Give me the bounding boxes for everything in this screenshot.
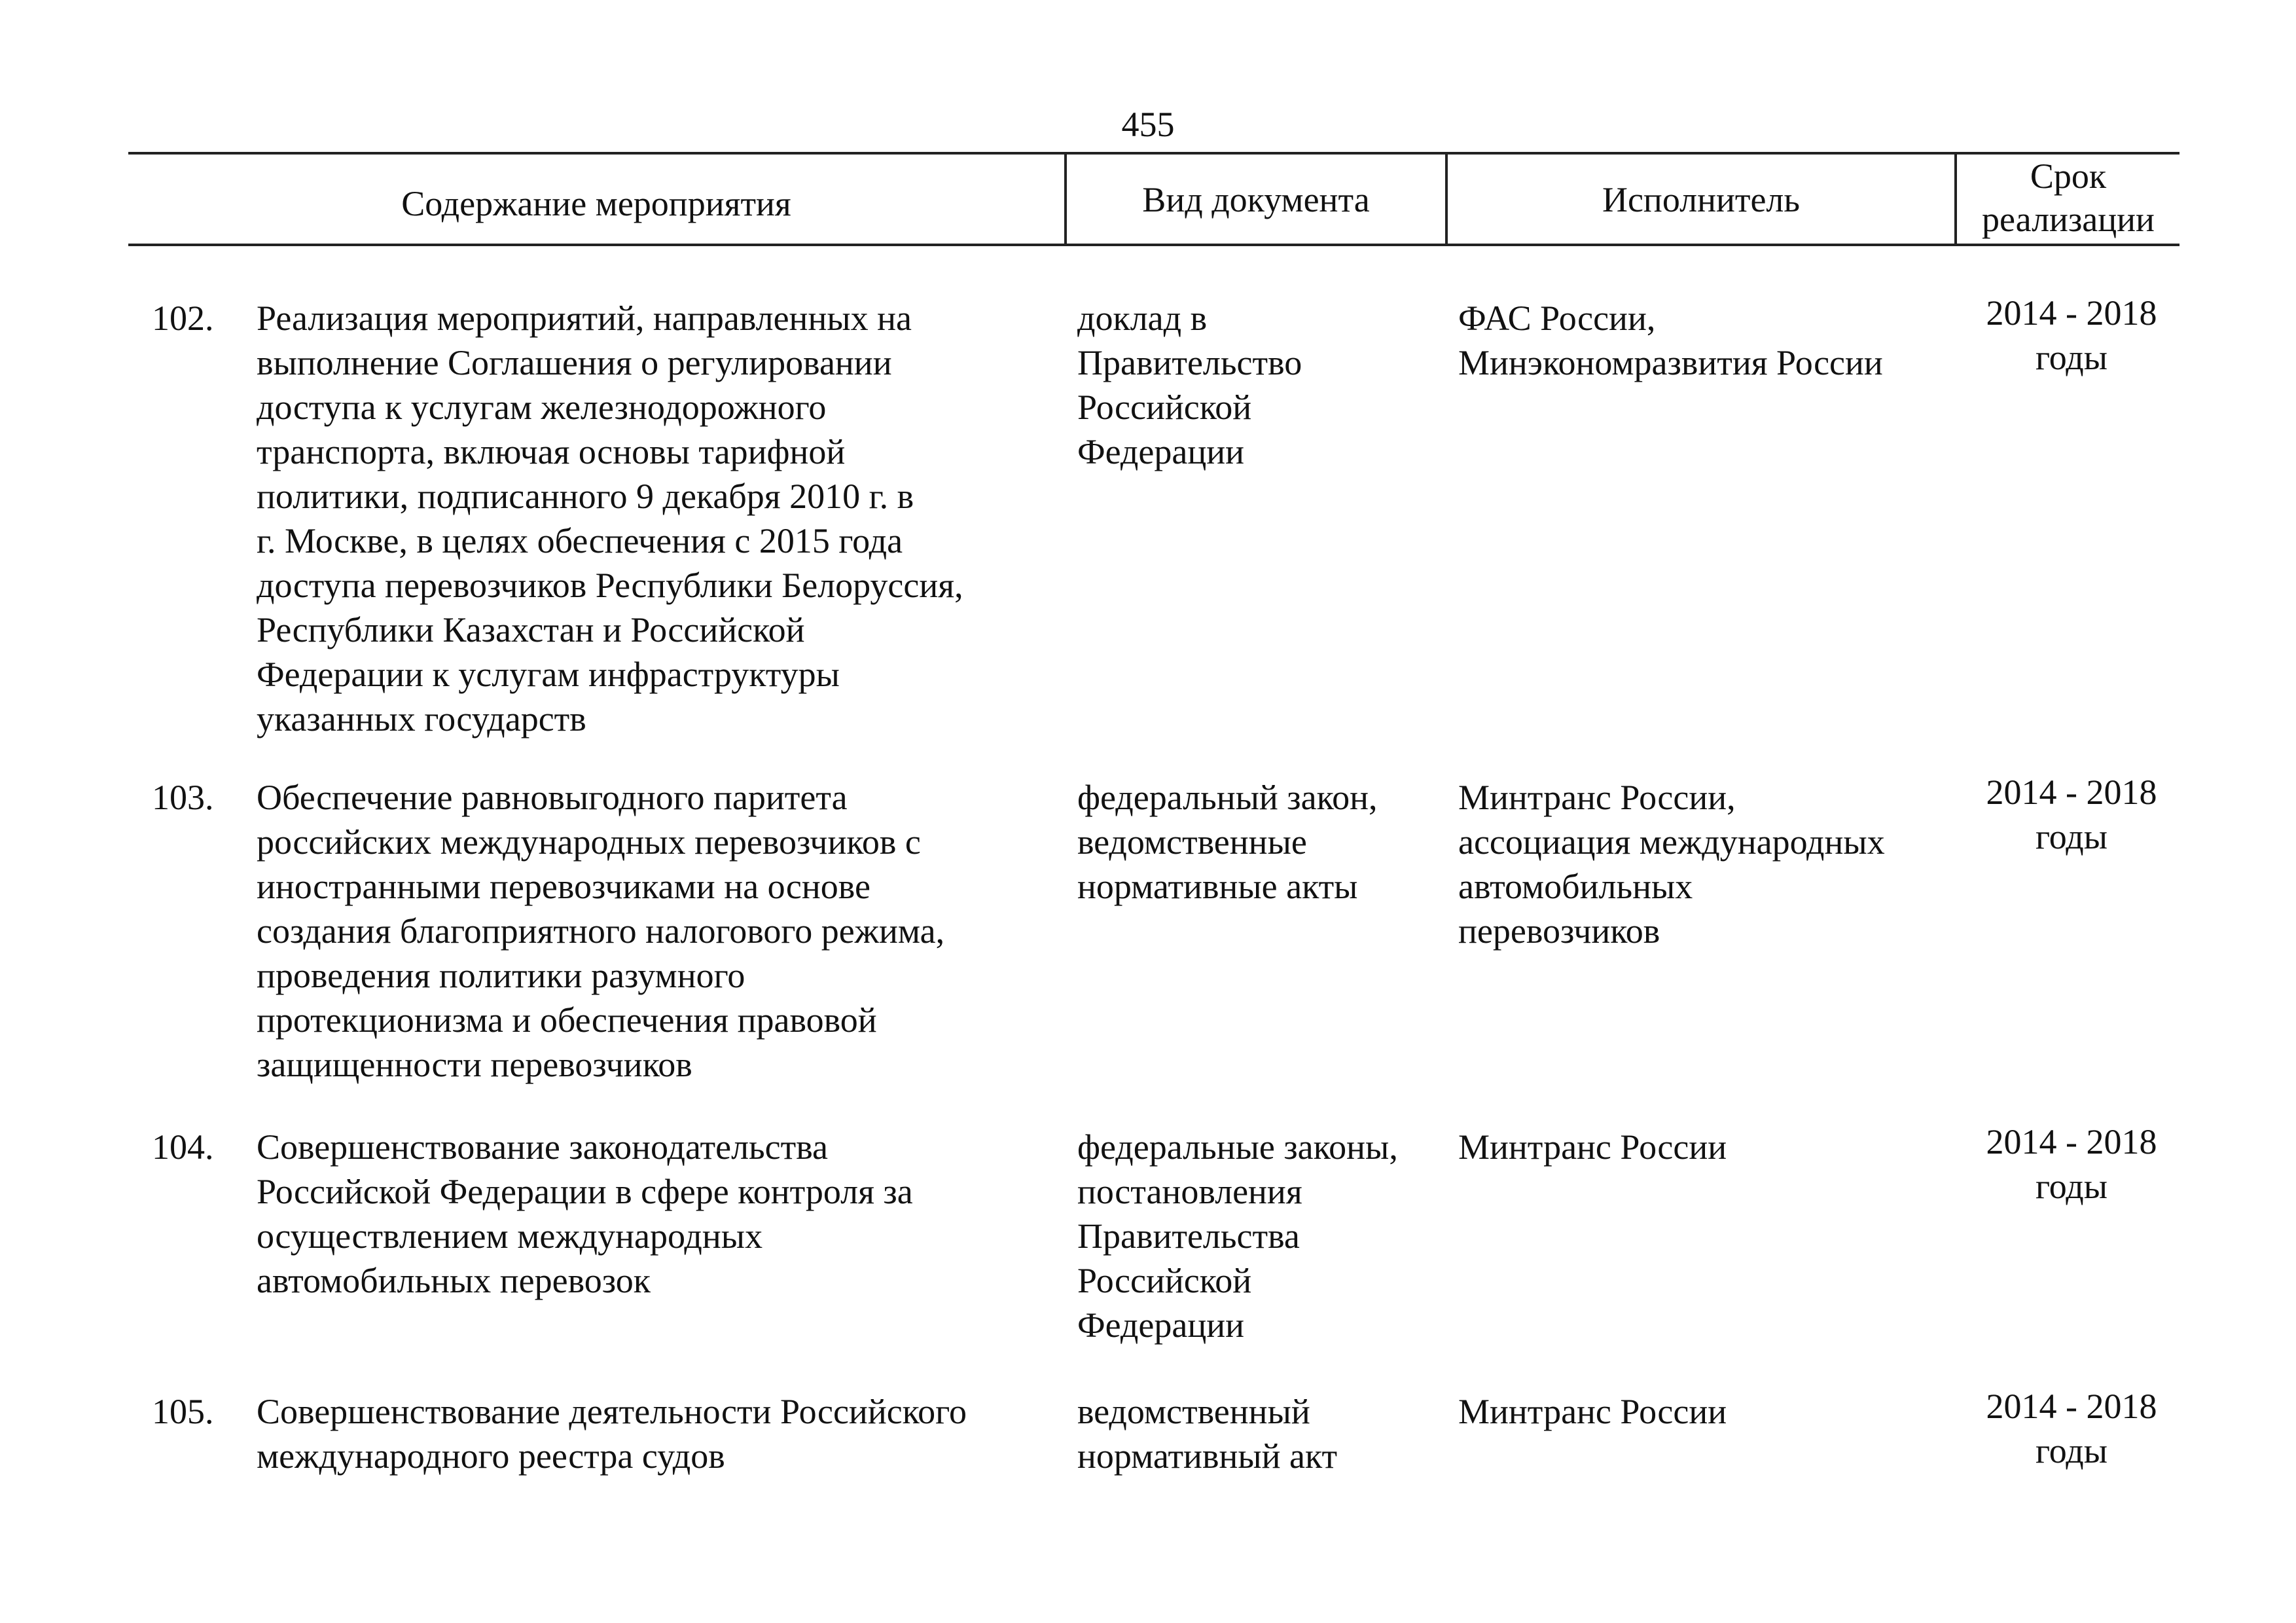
row-document-type: ведомственный нормативный акт xyxy=(1077,1392,1338,1476)
row-number: 102. xyxy=(152,299,214,338)
header-term-label: Срок реализации xyxy=(1982,156,2155,239)
row-executor: Минтранс России, ассоциация международных автомобильных перевозчиков xyxy=(1458,778,1885,951)
row-document-type: федеральные законы, постановления Правительства Российской Федерации xyxy=(1077,1127,1398,1345)
row-number: 103. xyxy=(152,778,214,817)
row-content: Реализация мероприятий, направленных на выполнение Соглашения о регулировании доступа к услугам железнодорожного транспорта, включая основы тарифной политики, подписанного 9 декабря 2010 г. в г. Москве, в целях обеспечения с 2015 года доступа перевозчиков Республики Белоруссия, Республики Казахстан и Российской Федерации к услугам инфраструктуры указанных государств xyxy=(257,299,963,739)
row-term: 2014 - 2018 годы xyxy=(1986,293,2157,377)
header-executor-label: Исполнитель xyxy=(1602,180,1801,219)
row-document-type: федеральный закон, ведомственные нормативные акты xyxy=(1077,778,1378,906)
page-number: 455 xyxy=(1121,105,1175,144)
header-bottom-rule xyxy=(128,244,2179,246)
row-term: 2014 - 2018 годы xyxy=(1986,773,2157,856)
row-content: Совершенствование законодательства Российской Федерации в сфере контроля за осуществлением международных автомобильных перевозок xyxy=(257,1127,913,1300)
header-doc-label: Вид документа xyxy=(1142,180,1370,219)
row-document-type: доклад в Правительство Российской Федерации xyxy=(1077,299,1302,471)
row-content: Обеспечение равновыгодного паритета российских международных перевозчиков с иностранными перевозчиками на основе создания благоприятного налогового режима, проведения политики разумного протекционизма и обеспечения правовой защищенности перевозчиков xyxy=(257,778,945,1084)
header-content-label: Содержание мероприятия xyxy=(401,184,791,223)
row-executor: ФАС России, Минэкономразвития России xyxy=(1458,299,1883,382)
row-number: 104. xyxy=(152,1127,214,1167)
row-executor: Минтранс России xyxy=(1458,1127,1727,1167)
header-top-rule xyxy=(128,152,2179,155)
row-executor: Минтранс России xyxy=(1458,1392,1727,1431)
row-term: 2014 - 2018 годы xyxy=(1986,1387,2157,1470)
row-content: Совершенствование деятельности Российского международного реестра судов xyxy=(257,1392,967,1476)
row-term: 2014 - 2018 годы xyxy=(1986,1122,2157,1206)
row-number: 105. xyxy=(152,1392,214,1431)
